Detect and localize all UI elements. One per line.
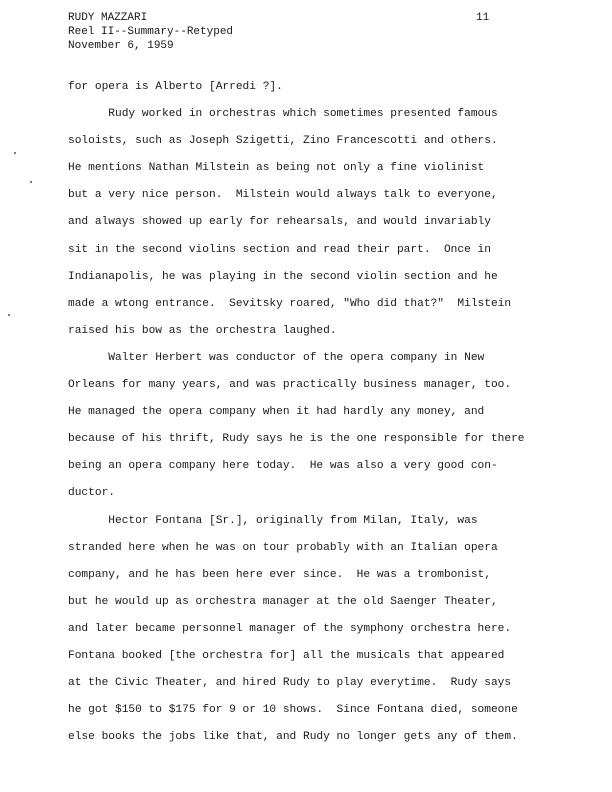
text-line: Hector Fontana [Sr.], originally from Milan, Italy, was [68, 514, 478, 527]
text-line: company, and he has been here ever since. He was a trombonist, [68, 568, 491, 581]
text-line: and always showed up early for rehearsals, and would invariably [68, 216, 491, 229]
text-line: made a wtong entrance. Sevitsky roared, "Who did that?" Milstein [68, 297, 512, 310]
text-line: ductor. [68, 487, 115, 500]
page-number: 11 [476, 12, 490, 24]
header-date: November 6, 1959 [68, 40, 174, 52]
text-line: because of his thrift, Rudy says he is the one responsible for there [68, 433, 525, 446]
text-line: soloists, such as Joseph Szigetti, Zino Francescotti and others. [68, 135, 498, 148]
page-header [68, 11, 233, 53]
body-text [68, 80, 608, 757]
text-line: Walter Herbert was conductor of the opera company in New [68, 351, 485, 364]
text-line: Orleans for many years, and was practically business manager, too. [68, 379, 512, 392]
header-name: RUDY MAZZARI [68, 12, 148, 24]
text-line: raised his bow as the orchestra laughed. [68, 324, 337, 337]
text-line: sit in the second violins section and read their part. Once in [68, 243, 491, 256]
scan-speck [14, 152, 16, 154]
text-line: being an opera company here today. He was also a very good con- [68, 460, 498, 473]
text-line: stranded here when he was on tour probably with an Italian opera [68, 541, 498, 554]
text-line: He managed the opera company when it had hardly any money, and [68, 406, 485, 419]
text-line: he got $150 to $175 for 9 or 10 shows. Since Fontana died, someone [68, 704, 518, 717]
text-line: but a very nice person. Milstein would always talk to everyone, [68, 189, 498, 202]
text-line: Rudy worked in orchestras which sometimes presented famous [68, 108, 498, 121]
text-line: He mentions Nathan Milstein as being not only a fine violinist [68, 162, 485, 175]
text-line: but he would up as orchestra manager at the old Saenger Theater, [68, 595, 498, 608]
text-line: for opera is Alberto [Arredi ?]. [68, 81, 283, 93]
text-line: at the Civic Theater, and hired Rudy to play everytime. Rudy says [68, 677, 512, 690]
header-reel: Reel II--Summary--Retyped [68, 26, 234, 38]
text-line: else books the jobs like that, and Rudy no longer gets any of them. [68, 731, 518, 744]
scan-speck [30, 181, 32, 183]
text-line: and later became personnel manager of the symphony orchestra here. [68, 622, 512, 635]
scan-speck [8, 314, 10, 316]
text-line: Indianapolis, he was playing in the second violin section and he [68, 270, 498, 283]
text-line: Fontana booked [the orchestra for] all the musicals that appeared [68, 649, 505, 662]
